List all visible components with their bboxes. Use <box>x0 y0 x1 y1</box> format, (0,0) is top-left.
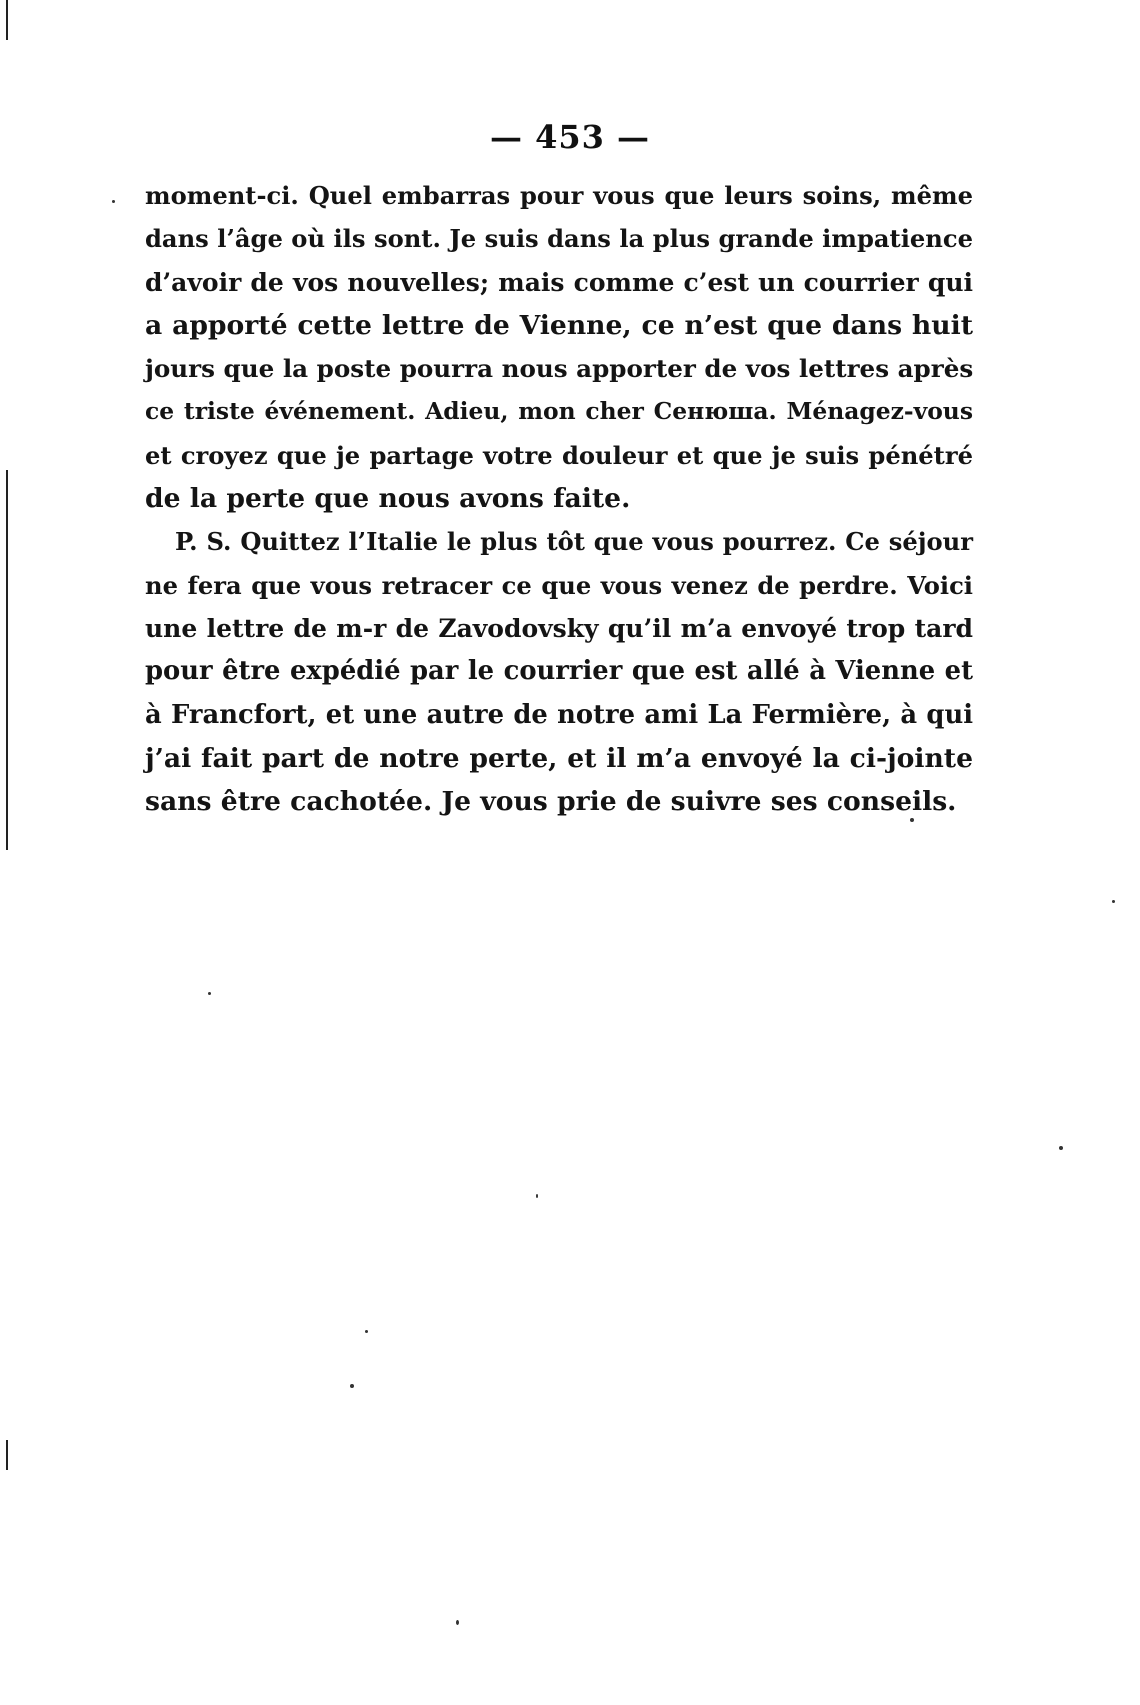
scan-speck <box>112 200 115 203</box>
scan-edge-mark <box>6 0 8 40</box>
text-line: d’avoir de vos nouvelles; mais comme c’est un courrier qui <box>145 267 973 297</box>
text-line: a apporté cette lettre de Vienne, ce n’est que dans huit <box>145 309 973 341</box>
scan-speck <box>365 1330 368 1333</box>
scan-speck <box>536 1194 538 1198</box>
postscript-line: j’ai fait part de notre perte, et il m’a envoyé la ci-jointe <box>145 742 973 774</box>
page-body-text <box>145 174 973 823</box>
text-line: et croyez que je partage votre douleur et que je suis pénétré <box>145 440 973 470</box>
postscript-line: à Francfort, et une autre de notre ami La Fermière, à qui <box>145 699 973 730</box>
text-line: ce triste événement. Adieu, mon cher Сенюша. Ménagez-vous <box>145 397 973 426</box>
postscript-line: ne fera que vous retracer ce que vous venez de perdre. Voici <box>145 570 973 600</box>
scan-speck <box>1112 900 1115 903</box>
text-line: jours que la poste pourra nous apporter de vos lettres après <box>145 354 974 384</box>
scan-edge-mark <box>6 1440 8 1470</box>
text-line: de la perte que nous avons faite. <box>145 483 631 515</box>
scan-speck <box>1059 1146 1063 1150</box>
text-line: moment-ci. Quel embarras pour vous que leurs soins, même <box>145 181 973 210</box>
scan-speck <box>350 1384 354 1388</box>
postscript-line: sans être cachotée. Je vous prie de suivre ses conseils. <box>145 786 957 818</box>
scan-edge-mark <box>6 470 8 850</box>
text-line: dans l’âge où ils sont. Je suis dans la plus grande impatience <box>145 224 973 254</box>
page-number: — 453 — <box>489 118 651 156</box>
scan-speck <box>456 1620 459 1625</box>
postscript-line: pour être expédié par le courrier que est allé à Vienne et <box>145 656 973 687</box>
postscript-line: P. S. Quittez l’Italie le plus tôt que vous pourrez. Ce séjour <box>175 527 973 557</box>
postscript-line: une lettre de m-r de Zavodovsky qu’il m’a envoyé trop tard <box>145 613 973 643</box>
scan-speck <box>208 992 211 995</box>
